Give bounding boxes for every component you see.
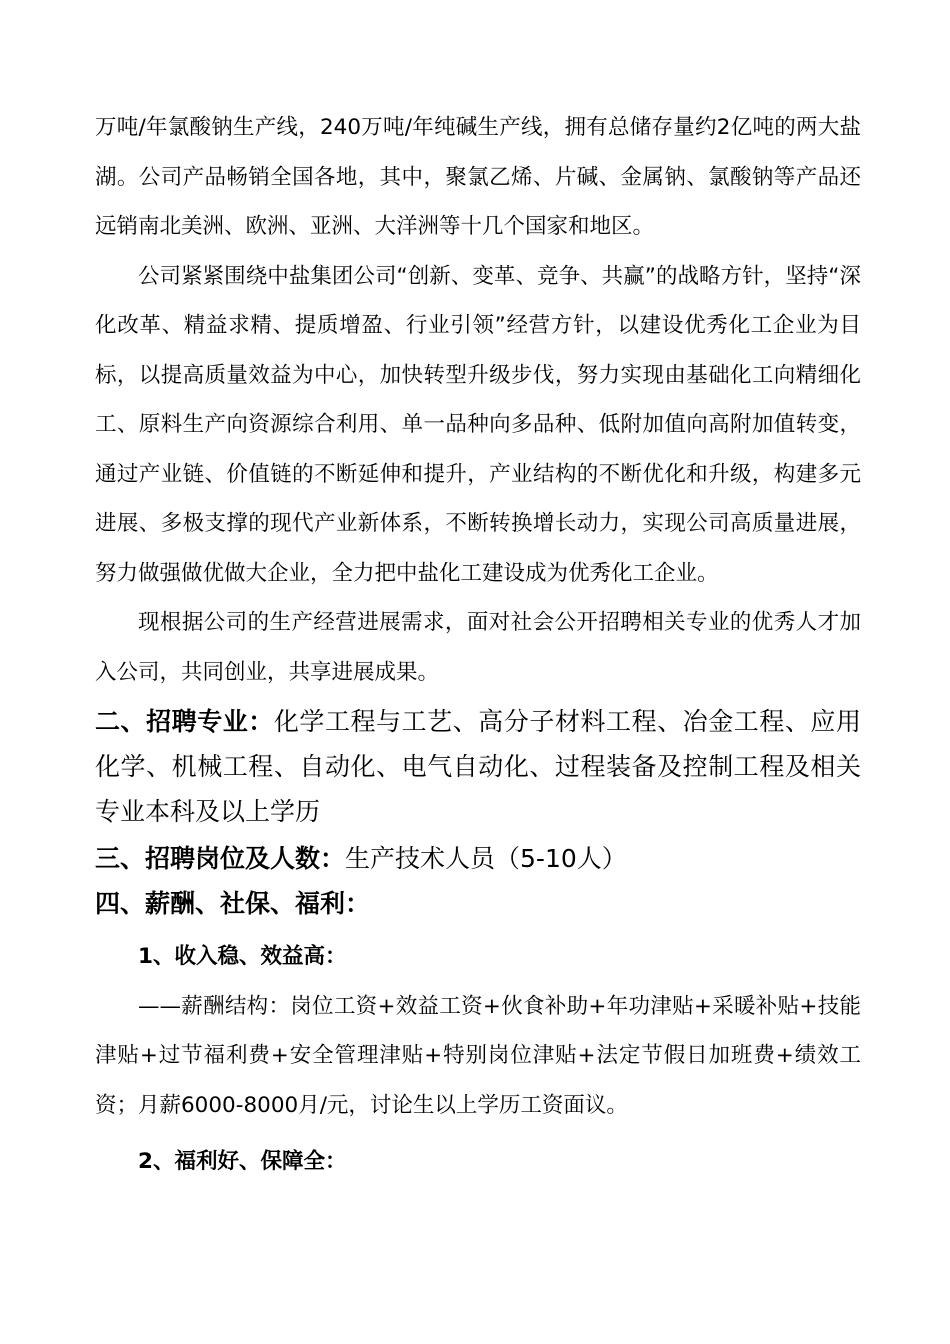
section-majors-content: 化学工程与工艺、高分子材料工程、冶金工程、应用化学、机械工程、自动化、电气自动化、过程装备及控制工程及相关专业本科及以上学历 bbox=[95, 707, 861, 826]
company-intro-paragraph: 万吨/年氯酸钠生产线，240万吨/年纯碱生产线，拥有总储存量约2亿吨的两大盐湖。公司产品畅销全国各地，其中，聚氯乙烯、片碱、金属钠、氯酸钠等产品还远销南北美洲、欧洲、亚洲、大洋洲等十几个国家和地区。 bbox=[95, 115, 861, 239]
document-page bbox=[95, 103, 861, 1187]
section-positions-heading: 三、招聘岗位及人数： bbox=[95, 844, 346, 873]
section-positions bbox=[95, 836, 861, 881]
recruitment-purpose-paragraph: 现根据公司的生产经营进展需求，面对社会公开招聘相关专业的优秀人才加入公司，共同创业，共享进展成果。 bbox=[95, 610, 861, 685]
company-strategy-paragraph: 公司紧紧围绕中盐集团公司“创新、变革、竞争、共赢”的战略方针，坚持“深化改革、精益求精、提质增盈、行业引领”经营方针，以建设优秀化工企业为目标，以提高质量效益为中心，加快转型升级步伐，努力实现由基础化工向精细化工、原料生产向资源综合利用、单一品种向多品种、低附加值向高附加值转变，通过产业链、价值链的不断延伸和提升，产业结构的不断优化和升级，构建多元进展、多极支撑的现代产业新体系，不断转换增长动力，实现公司高质量进展，努力做强做优做大企业，全力把中盐化工建设成为优秀化工企业。 bbox=[95, 263, 861, 586]
salary-structure-paragraph: ——薪酬结构：岗位工资+效益工资+伙食补助+年功津贴+采暖补贴+技能津贴+过节福利费+安全管理津贴+特别岗位津贴+法定节假日加班费+绩效工资；月薪6000-8000月/元，讨论生以上学历工资面议。 bbox=[95, 993, 861, 1118]
section-majors-heading: 二、招聘专业： bbox=[95, 707, 274, 736]
section-positions-content: 生产技术人员（5-10人） bbox=[345, 844, 627, 873]
section-majors bbox=[95, 699, 861, 834]
section-benefits-heading: 四、薪酬、社保、福利： bbox=[95, 889, 371, 918]
benefit-income-heading: 1、收入稳、效益高： bbox=[138, 944, 347, 969]
benefit-welfare-heading: 2、福利好、保障全： bbox=[138, 1149, 347, 1174]
section-benefits bbox=[95, 881, 861, 926]
